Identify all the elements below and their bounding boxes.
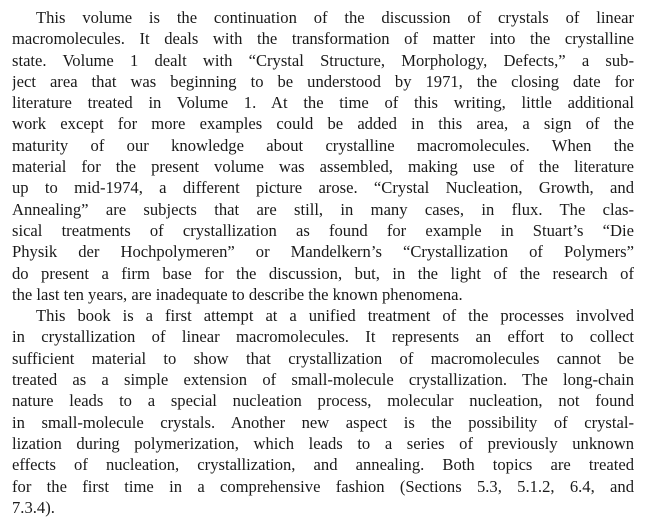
text-line: work except for more examples could be added in this area, a sign of the: [12, 114, 634, 134]
text-line: lization during polymerization, which leads to a series of previously unknown: [12, 433, 634, 453]
text-line: material for the present volume was assembled, making use of the literature: [12, 157, 634, 177]
text-line: This volume is the continuation of the discussion of crystals of linear: [36, 8, 634, 27]
text-line: the last ten years, are inadequate to describe the known phenomena.: [12, 284, 463, 304]
body-text: [12, 7, 634, 518]
text-line: Annealing” are subjects that are still, in many cases, in flux. The clas-: [12, 199, 634, 219]
text-line: ject area that was beginning to be understood by 1971, the closing date for: [12, 71, 634, 91]
text-line: Physik der Hochpolymeren” or Mandelkern’s “Crystallization of Polymers”: [12, 242, 634, 262]
text-line: state. Volume 1 dealt with “Crystal Structure, Morphology, Defects,” a sub-: [12, 50, 634, 70]
paragraph-2: [12, 305, 634, 518]
text-line: up to mid-1974, a different picture arose. “Crystal Nucleation, Growth, and: [12, 178, 634, 198]
text-line: in small-molecule crystals. Another new aspect is the possibility of crystal-: [12, 412, 634, 432]
text-line: for the first time in a comprehensive fashion (Sections 5.3, 5.1.2, 6.4, and: [12, 476, 634, 496]
text-line: literature treated in Volume 1. At the time of this writing, little additional: [12, 93, 634, 113]
text-line: maturity of our knowledge about crystalline macromolecules. When the: [12, 135, 634, 155]
text-line: macromolecules. It deals with the transformation of matter into the crystalline: [12, 29, 634, 49]
text-line: effects of nucleation, crystallization, and annealing. Both topics are treated: [12, 455, 634, 475]
text-line: do present a firm base for the discussion, but, in the light of the research of: [12, 263, 634, 283]
paragraph-1: [12, 7, 634, 305]
text-line: This book is a first attempt at a unified treatment of the processes involved: [36, 306, 634, 326]
text-line: in crystallization of linear macromolecules. It represents an effort to collect: [12, 327, 634, 347]
text-line: sical treatments of crystallization as found for example in Stuart’s “Die: [12, 220, 634, 240]
text-line: 7.3.4).: [12, 497, 55, 517]
text-line: treated as a simple extension of small-molecule crystallization. The long-chain: [12, 370, 634, 390]
text-line: sufficient material to show that crystallization of macromolecules cannot be: [12, 348, 634, 368]
text-line: nature leads to a special nucleation process, molecular nucleation, not found: [12, 391, 634, 411]
